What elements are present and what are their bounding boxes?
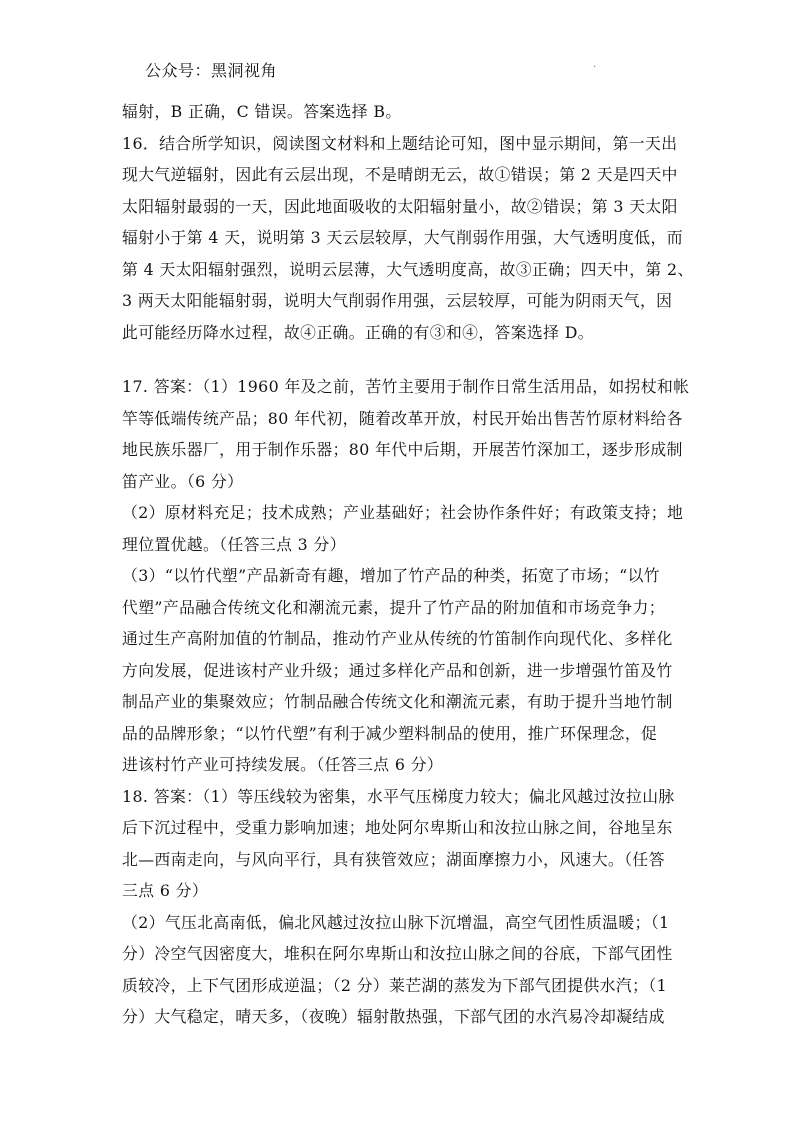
text-line: 18. 答案：（1）等压线较为密集，水平气压梯度力较大；偏北风越过汝拉山脉 [122,786,675,806]
text-line: 地民族乐器厂，用于制作乐器；80 年代中后期，开展苦竹深加工，逐步形成制 [122,440,683,459]
text-line: 16．结合所学知识，阅读图文材料和上题结论可知，图中显示期间，第一天出 [122,133,678,153]
text-line: （3）“以竹代塑”产品新奇有趣，增加了竹产品的种类，拓宽了市场；“以竹 [122,566,660,585]
text-line: 太阳辐射最弱的一天，因此地面吸收的太阳辐射量小，故②错误；第 3 天太阳 [122,196,678,216]
text-line: 品的品牌形象；“以竹代塑”有利于减少塑料制品的使用，推广环保理念，促 [122,723,658,743]
text-line: 辐射小于第 4 天，说明第 3 天云层较厚，大气削弱作用强，大气透明度低，而 [122,228,683,247]
text-line: 进该村竹产业可持续发展。（任答三点 6 分） [122,755,444,774]
text-line: 第 4 天太阳辐射强烈，说明云层薄，大气透明度高，故③正确；四天中，第 2、 [122,259,694,279]
text-line: 北—西南走向，与风向平行，具有狭管效应；湖面摩擦力小，风速大。（任答 [122,849,665,869]
text-line: （2）气压北高南低，偏北风越过汝拉山脉下沉增温，高空气团性质温暖；（1 [122,912,670,932]
text-line: 三点 6 分） [122,881,209,900]
document-body [122,96,694,1033]
text-line: 分）冷空气因密度大，堆积在阿尔卑斯山和汝拉山脉之间的谷底，下部气团性 [122,944,673,963]
text-line: 竿等低端传统产品；80 年代初，随着改革开放，村民开始出售苦竹原材料给各 [122,408,683,428]
text-line: （2）原材料充足；技术成熟；产业基础好；社会协作条件好；有政策支持；地 [122,503,684,522]
text-line: 17. 答案：（1）1960 年及之前，苦竹主要用于制作日常生活用品，如拐杖和帐 [122,377,690,396]
watermark-header: 公众号：黑洞视角 [145,61,278,80]
text-line: 此可能经历降水过程，故④正确。正确的有③和④，答案选择 D。 [122,322,594,342]
text-line: 制品产业的集聚效应；竹制品融合传统文化和潮流元素，有助于提升当地竹制 [122,692,673,711]
text-line: 后下沉过程中，受重力影响加速；地处阿尔卑斯山和汝拉山脉之间，谷地呈东 [122,818,673,837]
speck-mark: · [593,62,597,73]
text-line: 理位置优越。（任答三点 3 分） [122,534,346,554]
text-line: 代塑”产品融合传统文化和潮流元素，提升了竹产品的附加值和市场竞争力； [122,597,665,617]
text-line: 方向发展，促进该村产业升级；通过多样化产品和创新，进一步增强竹笛及竹 [122,660,673,680]
paragraph-gap [122,348,687,371]
text-line: 3 两天太阳能辐射弱，说明大气削弱作用强，云层较厚，可能为阴雨天气，因 [122,291,673,310]
text-line: 通过生产高附加值的竹制品，推动竹产业从传统的竹笛制作向现代化、多样化 [122,629,673,648]
text-line: 现大气逆辐射，因此有云层出现，不是晴朗无云，故①错误；第 2 天是四天中 [122,165,678,184]
text-line: 分）大气稳定，晴天多，（夜晚）辐射散热强，下部气团的水汽易冷却凝结成 [122,1007,665,1026]
text-line: 辐射，B 正确，C 错误。答案选择 B。 [122,102,402,121]
text-line: 笛产业。（6 分） [122,471,244,491]
text-line: 质较冷，上下气团形成逆温；（2 分）莱芒湖的蒸发为下部气团提供水汽；（1 [122,975,668,995]
